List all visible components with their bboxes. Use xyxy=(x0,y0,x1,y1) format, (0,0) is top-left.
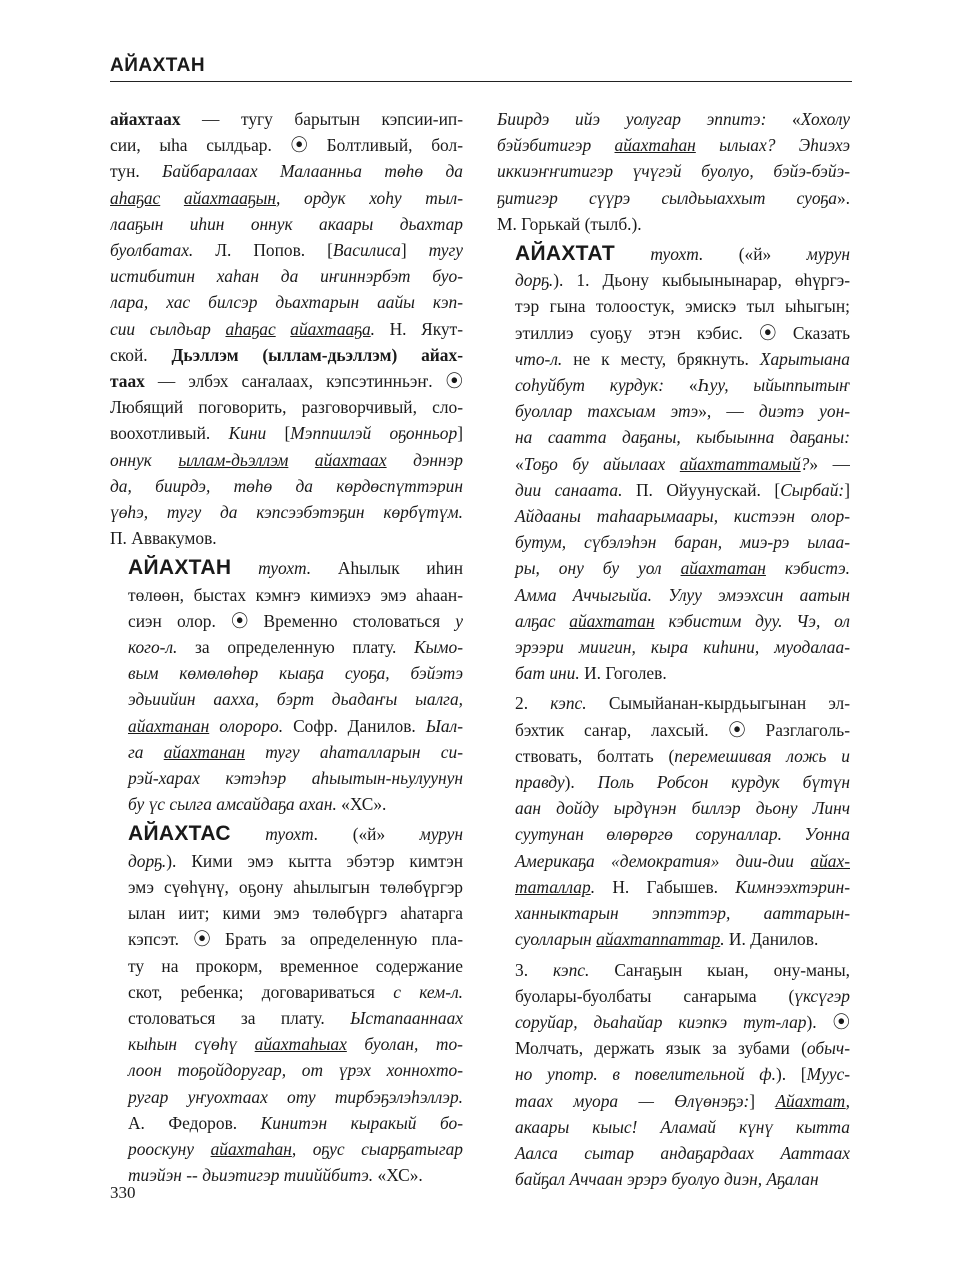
text-line: ской. Дьэллэм (ыллам-дьэллэм) айах- xyxy=(110,344,463,365)
text-line: лааҕын иhин оннук акаары дьахтар xyxy=(110,213,463,234)
text-line: М. Горькай (тылб.). xyxy=(497,213,642,234)
text-line: таах муора — Өлүөнэҕэ:] Айахтат, xyxy=(515,1090,850,1111)
text-line: бу үс сылга амсайдаҕа ахан. «ХС». xyxy=(128,794,387,815)
text-line: аhаҕас айахтааҕын, ордук хоһу тыл- xyxy=(110,187,463,208)
text-line: столоваться за плату. Ыстапааннаах xyxy=(128,1007,463,1028)
right-column xyxy=(497,106,850,1196)
text-line: аан дойду ырдүнэн биллэр дьону Линч xyxy=(515,798,850,819)
dictionary-entry xyxy=(110,555,463,817)
text-line: да, биирдэ, төһө да көрдөспүттэрин xyxy=(110,475,463,496)
text-line: айахтаах — тугу барытын кэпсии-ип- xyxy=(110,109,463,129)
text-line: дорҕ.). 1. Дьону кыбыынынарар, өһүргэ- xyxy=(515,270,850,291)
text-line: акаары кыыс! Аламай күнү кытта xyxy=(515,1116,850,1137)
page-number: 330 xyxy=(110,1183,136,1202)
dictionary-entry xyxy=(497,957,850,1193)
text-line: рооскуну айахтаhан, оҕус сыарҕатыгар xyxy=(128,1138,463,1159)
header-rule xyxy=(110,81,852,82)
text-line: оннук ыллам-дьэллэм айахтаах дэннэр xyxy=(110,449,463,470)
text-line: Биирдэ ийэ уолугар эппитэ: «Хохолу xyxy=(497,109,850,129)
text-line: үөhэ, тугу да кэпсээбэтэҕин көрбүтүм. xyxy=(110,502,463,523)
text-line: иккиэҥҥитигэр үчүгэй буолуо, бэйэ-бэйэ- xyxy=(497,161,850,182)
text-line: тиэйэн -- дьиэтигэр тииййбитэ. «ХС». xyxy=(128,1165,423,1186)
text-line: 3. кэпс. Саҥаҕын кыан, ону-маны, xyxy=(515,959,850,980)
text-line: буолары-буолбаты саҥарыма (үксүгэр xyxy=(515,985,850,1006)
dictionary-entry xyxy=(497,690,850,952)
text-line: но употр. в повелительной ф.). [Муус- xyxy=(515,1064,850,1085)
text-line: дорҕ.). Кими эмэ кытта эбэтэр кимтэн xyxy=(128,850,463,871)
text-line: сии, ыhа сылдьар. ⦿ Болтливый, бол- xyxy=(110,135,463,156)
text-line: эмэ сүөhүнү, оҕону аhылыгын төлөбүргэр xyxy=(128,876,463,897)
text-line: таах — элбэх саҥалаах, кэпсэтинньэҥ. ⦿ xyxy=(110,371,463,392)
text-line: айахтанан олороро. Софр. Данилов. Ыал- xyxy=(128,715,463,736)
text-line: соруйар, дьаhайар киэпкэ тут-лар). ⦿ xyxy=(515,1011,850,1032)
text-line: ту на прокорм, временное содержание xyxy=(128,955,463,976)
text-line: ры, ону бу уол айахтатан кэбистэ. xyxy=(515,558,850,579)
text-line: Аалса сытар андаҕардаах Ааттаах xyxy=(515,1142,850,1163)
text-line: АЙАХТАС туохт. («й» мурун xyxy=(128,822,463,846)
text-line: таталлар. Н. Габышев. Кимнээхтэрин- xyxy=(515,876,850,897)
text-line: байҕал Аччаан эрэрэ буолуо диэн, Аҕалан xyxy=(515,1169,819,1190)
text-line: Любящий поговорить, разговорчивый, сло- xyxy=(110,397,463,418)
text-line: эрээри миигин, кыра киhини, муодалаа- xyxy=(515,637,850,658)
text-line: воохотливый. Кини [Мэппиилэй оҕонньор] xyxy=(110,423,463,444)
text-line: 2. кэпс. Сымыйанан-кырдьыгынан эл- xyxy=(515,693,850,714)
text-line: суолларын айахтаппаттар. И. Данилов. xyxy=(515,929,819,950)
text-line: ругар уҥуохтаах оту тирбэҕэлэhэллэр. xyxy=(128,1086,463,1107)
text-line: бутум, сүбэлэhэн баран, миэ-рэ ылаа- xyxy=(515,532,850,553)
left-column xyxy=(110,106,463,1192)
text-line: буолбатах. Л. Попов. [Василиса] тугу xyxy=(110,240,463,261)
text-line: лоон тоҕойдоругар, от үрэх хоннохто- xyxy=(128,1060,463,1081)
text-line: АЙАХТАТ туохт. («й» мурун xyxy=(515,242,850,266)
text-line: Айдааны таhаарымаары, кистээн олор- xyxy=(515,506,850,527)
text-line: Молчать, держать язык за зубами (обыч- xyxy=(515,1038,850,1059)
text-line: кыһын сүөһү айахтаhыах буолан, то- xyxy=(128,1034,463,1055)
text-line: рэй-харах кэтэһэр аhыытын-ньулуунун xyxy=(128,768,463,789)
text-line: этиллиэ суоҕу этэн кэбис. ⦿ Сказать xyxy=(515,322,850,343)
text-line: бэйэбитигэр айахтаhан ылыах? Эhиэхэ xyxy=(497,135,850,156)
text-line: ханныктарын эппэттэр, ааттарын- xyxy=(515,903,850,924)
dictionary-entry xyxy=(110,821,463,1188)
dictionary-entry xyxy=(497,106,850,237)
text-line: на саатта даҕаны, кыбыынна даҕаны: xyxy=(515,427,850,448)
text-line: буоллар тахсыам этэ», — диэтэ уон- xyxy=(515,401,850,422)
text-line: Америкаҕа «демократия» дии-дии айах- xyxy=(515,850,850,871)
text-line: АЙАХТАН туохт. Аhылык иhин xyxy=(128,556,463,580)
text-line: вым көмөлөһөр кыаҕа суоҕа, бэйэтэ xyxy=(128,663,463,684)
text-line: скот, ребенка; договариваться с кем-л. xyxy=(128,981,463,1002)
text-line: сиэн олор. ⦿ Временно столоваться у xyxy=(128,610,463,631)
text-line: бат ини. И. Гоголев. xyxy=(515,663,667,684)
text-line: эдьиийин аахха, бэрт дьадаҥы ыалга, xyxy=(128,689,463,710)
text-line: суутунан өлөрөргө соруналлар. Уонна xyxy=(515,824,850,845)
text-line: ҕитигэр сүүрэ сылдьыаххыт суоҕа». xyxy=(497,187,850,208)
text-line: тэр гына толоостук, эмискэ тыл ыhыгын; xyxy=(515,296,850,317)
text-line: тун. Байбаралаах Малаанньа төһө да xyxy=(110,161,463,182)
text-line: дии санаата. П. Ойуунускай. [Сырбай:] xyxy=(515,479,850,500)
dictionary-entry xyxy=(497,241,850,686)
text-line: П. Аввакумов. xyxy=(110,528,217,549)
text-line: бэхтик саҥар, лахсый. ⦿ Разглаголь- xyxy=(515,719,850,740)
text-line: кэпсэт. ⦿ Брать за определенную пла- xyxy=(128,929,463,950)
text-line: правду). Поль Робсон курдук бүтүн xyxy=(515,772,850,793)
running-head: АЙАХТАН xyxy=(110,55,206,76)
text-line: Амма Аччыгыйа. Улуу эмээхсин аатын xyxy=(515,584,850,605)
text-line: истибитин хаhан да иҥиннэрбэт буо- xyxy=(110,266,463,287)
text-line: что-л. не к месту, брякнуть. Харытыана xyxy=(515,348,850,369)
text-line: ылан иит; кими эмэ төлөбүргэ аhатарга xyxy=(128,903,463,924)
text-line: алҕас айахтатан кэбистим дуу. Чэ, ол xyxy=(515,610,850,631)
text-line: лара, хас билсэр дьахтарын аайы кэп- xyxy=(110,292,463,313)
text-line: «Тоҕо бу айылаах айахтаттамый?» — xyxy=(515,453,850,474)
text-line: сии сылдьар аhаҕас айахтааҕа. Н. Якут- xyxy=(110,318,463,339)
text-line: А. Федоров. Кинитэн кыракый бо- xyxy=(128,1112,463,1133)
text-line: төлөөн, быстах кэмҥэ кимиэхэ эмэ аhаан- xyxy=(128,584,463,605)
text-line: га айахтанан тугу аhаталларын си- xyxy=(128,741,463,762)
dictionary-entry xyxy=(110,106,463,551)
text-line: кого-л. за определенную плату. Кымо- xyxy=(128,637,463,658)
text-line: ствовать, болтать (перемешивая ложь и xyxy=(515,745,850,766)
text-line: соhуйбут курдук: «Һуу, ыйыппытыҥ xyxy=(515,375,850,396)
